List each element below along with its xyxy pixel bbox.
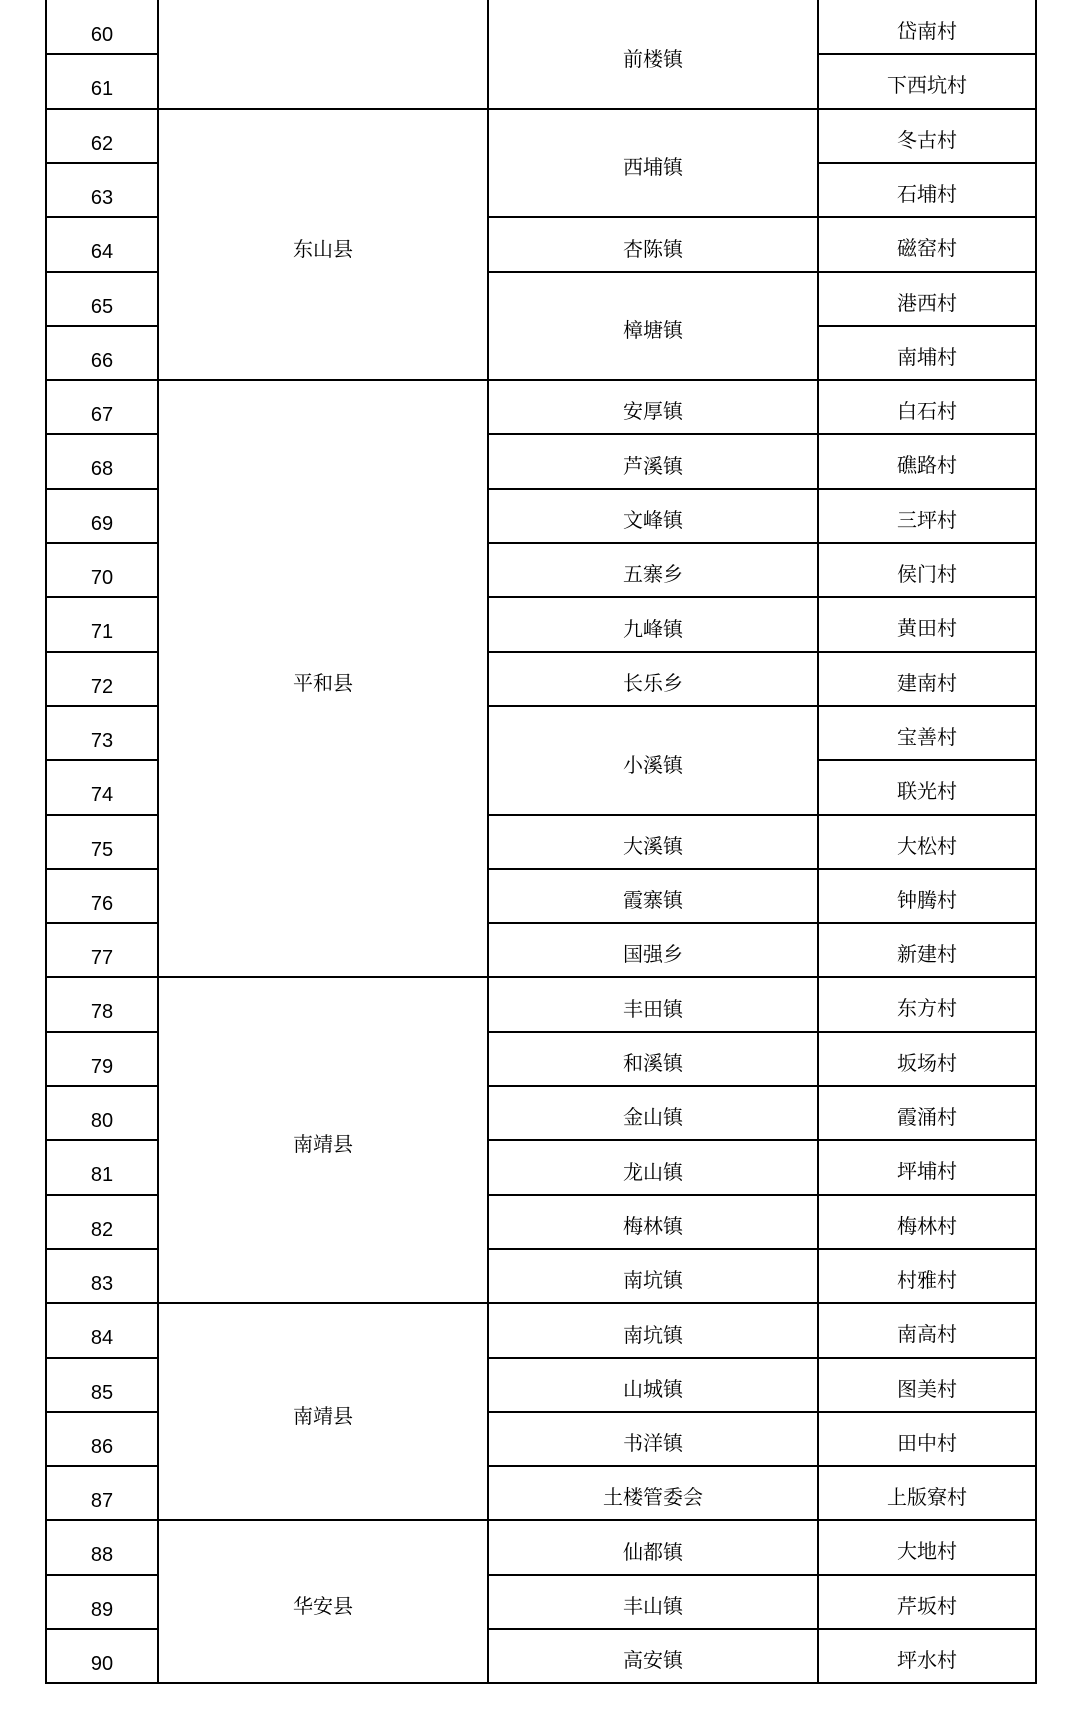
row-number-text: 79 xyxy=(90,1056,114,1078)
village-cell xyxy=(818,109,1036,163)
county-cell xyxy=(158,0,488,109)
row-number xyxy=(46,217,158,271)
town-cell xyxy=(488,652,818,706)
row-number-text: 73 xyxy=(90,730,114,752)
row-number-text: 78 xyxy=(90,1001,114,1023)
town-cell-text: 前楼镇 xyxy=(623,46,683,71)
town-cell xyxy=(488,597,818,652)
village-cell-text: 梅林村 xyxy=(897,1214,957,1238)
village-cell-text: 南高村 xyxy=(897,1322,957,1346)
row-number xyxy=(46,272,158,326)
row-number xyxy=(46,923,158,977)
village-cell-text: 港西村 xyxy=(897,291,957,315)
town-cell xyxy=(488,1032,818,1086)
village-cell-text: 磁窑村 xyxy=(897,236,957,260)
town-cell-text: 小溪镇 xyxy=(623,752,683,777)
village-cell-text: 大松村 xyxy=(897,834,957,858)
village-cell xyxy=(818,1629,1036,1683)
town-cell-text: 长乐乡 xyxy=(623,671,683,695)
village-cell-text: 南埔村 xyxy=(897,345,957,369)
town-cell-text: 丰山镇 xyxy=(623,1594,683,1618)
county-cell xyxy=(158,1303,488,1520)
row-number-text: 83 xyxy=(90,1273,114,1295)
village-cell-text: 上版寮村 xyxy=(887,1485,967,1509)
row-number-text: 70 xyxy=(90,567,114,589)
village-cell-text: 钟腾村 xyxy=(897,888,957,912)
town-cell xyxy=(488,0,818,109)
town-cell-text: 霞寨镇 xyxy=(623,888,683,912)
town-cell-text: 书洋镇 xyxy=(623,1431,683,1455)
village-cell xyxy=(818,1249,1036,1303)
town-cell-text: 大溪镇 xyxy=(623,834,683,858)
village-cell-text: 田中村 xyxy=(897,1431,957,1455)
town-cell xyxy=(488,1358,818,1412)
row-number-text: 76 xyxy=(90,893,114,915)
county-cell xyxy=(158,109,488,380)
town-cell-text: 仙都镇 xyxy=(623,1539,683,1564)
town-cell xyxy=(488,869,818,923)
town-cell xyxy=(488,923,818,977)
village-cell-text: 村雅村 xyxy=(897,1268,957,1292)
town-cell xyxy=(488,1520,818,1575)
row-number-text: 82 xyxy=(90,1219,114,1241)
row-number xyxy=(46,326,158,380)
town-cell xyxy=(488,815,818,869)
village-cell-text: 侯门村 xyxy=(897,562,957,586)
row-number xyxy=(46,760,158,814)
village-cell xyxy=(818,815,1036,869)
village-cell-text: 坂场村 xyxy=(897,1051,957,1075)
row-number-text: 61 xyxy=(90,78,114,100)
town-cell-text: 西埔镇 xyxy=(623,155,683,179)
village-cell xyxy=(818,163,1036,217)
village-cell-text: 大地村 xyxy=(897,1539,957,1563)
village-cell xyxy=(818,1032,1036,1086)
village-cell xyxy=(818,1195,1036,1249)
town-cell-text: 高安镇 xyxy=(623,1648,683,1672)
row-number xyxy=(46,815,158,869)
town-cell xyxy=(488,434,818,489)
town-cell xyxy=(488,1629,818,1683)
row-number xyxy=(46,1303,158,1357)
row-number xyxy=(46,1466,158,1520)
town-cell-text: 樟塘镇 xyxy=(623,318,683,342)
town-cell xyxy=(488,977,818,1032)
row-number-text: 69 xyxy=(90,513,114,535)
county-cell-text: 东山县 xyxy=(293,236,353,261)
row-number-text: 64 xyxy=(90,241,114,263)
village-cell xyxy=(818,217,1036,271)
village-cell xyxy=(818,652,1036,706)
village-cell xyxy=(818,869,1036,923)
town-cell xyxy=(488,380,818,434)
village-cell xyxy=(818,760,1036,814)
village-cell xyxy=(818,597,1036,651)
town-cell-text: 五寨乡 xyxy=(623,562,683,586)
village-cell xyxy=(818,380,1036,434)
village-cell xyxy=(818,54,1036,108)
row-number xyxy=(46,1032,158,1086)
town-cell-text: 九峰镇 xyxy=(623,616,683,641)
county-cell-text: 南靖县 xyxy=(293,1132,353,1156)
village-cell xyxy=(818,0,1036,54)
village-cell-text: 建南村 xyxy=(897,671,957,695)
village-cell-text: 岱南村 xyxy=(897,19,957,43)
row-number xyxy=(46,434,158,488)
village-cell xyxy=(818,272,1036,326)
village-cell-text: 礁路村 xyxy=(897,453,957,477)
village-cell xyxy=(818,1358,1036,1412)
row-number xyxy=(46,706,158,760)
village-cell-text: 新建村 xyxy=(897,942,957,966)
town-cell xyxy=(488,543,818,597)
village-cell xyxy=(818,923,1036,977)
row-number-text: 90 xyxy=(90,1653,114,1675)
town-cell xyxy=(488,706,818,815)
town-cell xyxy=(488,109,818,217)
village-cell-text: 白石村 xyxy=(897,399,957,423)
town-cell xyxy=(488,217,818,272)
town-cell xyxy=(488,1086,818,1140)
town-cell-text: 南坑镇 xyxy=(623,1268,683,1292)
row-number xyxy=(46,543,158,597)
town-cell-text: 丰田镇 xyxy=(623,996,683,1021)
village-cell-text: 坪埔村 xyxy=(897,1159,957,1183)
row-number xyxy=(46,163,158,217)
town-cell-text: 山城镇 xyxy=(623,1377,683,1401)
town-cell-text: 梅林镇 xyxy=(623,1214,683,1238)
row-number xyxy=(46,1412,158,1466)
row-number xyxy=(46,1195,158,1249)
county-cell xyxy=(158,977,488,1303)
village-cell xyxy=(818,1466,1036,1520)
row-number xyxy=(46,1140,158,1194)
row-number-text: 85 xyxy=(90,1382,114,1404)
village-cell xyxy=(818,706,1036,760)
village-cell xyxy=(818,1520,1036,1574)
row-number-text: 71 xyxy=(90,621,114,643)
town-cell xyxy=(488,489,818,543)
village-cell xyxy=(818,1575,1036,1629)
village-cell xyxy=(818,1140,1036,1194)
row-number-text: 66 xyxy=(90,350,114,372)
row-number-text: 77 xyxy=(90,947,114,969)
village-cell-text: 东方村 xyxy=(897,996,957,1020)
row-number xyxy=(46,54,158,108)
row-number-text: 63 xyxy=(90,187,114,209)
village-cell xyxy=(818,434,1036,488)
row-number-text: 65 xyxy=(90,296,114,318)
row-number-text: 74 xyxy=(90,784,114,806)
row-number xyxy=(46,0,158,54)
row-number xyxy=(46,1358,158,1412)
row-number xyxy=(46,1520,158,1574)
village-cell-text: 冬古村 xyxy=(897,128,957,152)
town-cell xyxy=(488,1140,818,1195)
village-list-table xyxy=(46,0,1042,1685)
town-cell xyxy=(488,1466,818,1520)
row-number-text: 87 xyxy=(90,1490,114,1512)
village-cell-text: 霞涌村 xyxy=(897,1105,957,1129)
town-cell xyxy=(488,1412,818,1466)
row-number-text: 81 xyxy=(90,1164,114,1186)
village-cell xyxy=(818,977,1036,1031)
town-cell-text: 杏陈镇 xyxy=(623,236,683,261)
row-number xyxy=(46,109,158,163)
town-cell xyxy=(488,272,818,380)
village-cell-text: 坪水村 xyxy=(897,1648,957,1672)
row-number xyxy=(46,869,158,923)
row-number xyxy=(46,652,158,706)
county-cell-text: 南靖县 xyxy=(293,1403,353,1428)
town-cell xyxy=(488,1249,818,1303)
row-number-text: 88 xyxy=(90,1544,114,1566)
row-number-text: 72 xyxy=(90,676,114,698)
village-cell xyxy=(818,543,1036,597)
row-number xyxy=(46,1575,158,1629)
row-number xyxy=(46,1629,158,1683)
row-number-text: 68 xyxy=(90,458,114,480)
row-number xyxy=(46,597,158,651)
row-number-text: 86 xyxy=(90,1436,114,1458)
village-cell xyxy=(818,1086,1036,1140)
village-cell-text: 石埔村 xyxy=(897,182,957,206)
village-cell-text: 宝善村 xyxy=(897,725,957,749)
row-number-text: 84 xyxy=(90,1327,114,1349)
row-number-text: 75 xyxy=(90,839,114,861)
row-number-text: 60 xyxy=(90,24,114,46)
town-cell xyxy=(488,1303,818,1358)
county-cell-text: 华安县 xyxy=(293,1593,353,1618)
row-number xyxy=(46,489,158,543)
village-cell-text: 黄田村 xyxy=(897,616,957,640)
county-cell xyxy=(158,380,488,977)
town-cell-text: 芦溪镇 xyxy=(623,453,683,478)
town-cell-text: 文峰镇 xyxy=(623,508,683,532)
town-cell-text: 南坑镇 xyxy=(623,1322,683,1347)
row-number xyxy=(46,977,158,1031)
village-cell xyxy=(818,1412,1036,1466)
village-cell-text: 下西坑村 xyxy=(887,73,967,97)
village-cell-text: 联光村 xyxy=(897,779,957,803)
row-number-text: 62 xyxy=(90,133,114,155)
town-cell-text: 金山镇 xyxy=(623,1105,683,1129)
row-number-text: 80 xyxy=(90,1110,114,1132)
town-cell xyxy=(488,1195,818,1249)
town-cell-text: 国强乡 xyxy=(623,942,683,966)
county-cell xyxy=(158,1520,488,1683)
village-cell-text: 图美村 xyxy=(897,1377,957,1401)
town-cell xyxy=(488,1575,818,1629)
row-number-text: 89 xyxy=(90,1599,114,1621)
row-number xyxy=(46,1086,158,1140)
town-cell-text: 土楼管委会 xyxy=(603,1485,703,1509)
row-number-text: 67 xyxy=(90,404,114,426)
town-cell-text: 龙山镇 xyxy=(623,1159,683,1184)
village-cell xyxy=(818,326,1036,380)
village-cell-text: 三坪村 xyxy=(897,508,957,532)
village-cell xyxy=(818,1303,1036,1357)
row-number xyxy=(46,1249,158,1303)
row-number xyxy=(46,380,158,434)
town-cell-text: 安厚镇 xyxy=(623,399,683,423)
village-cell xyxy=(818,489,1036,543)
county-cell-text: 平和县 xyxy=(293,670,353,695)
town-cell-text: 和溪镇 xyxy=(623,1051,683,1075)
village-cell-text: 芹坂村 xyxy=(897,1594,957,1618)
